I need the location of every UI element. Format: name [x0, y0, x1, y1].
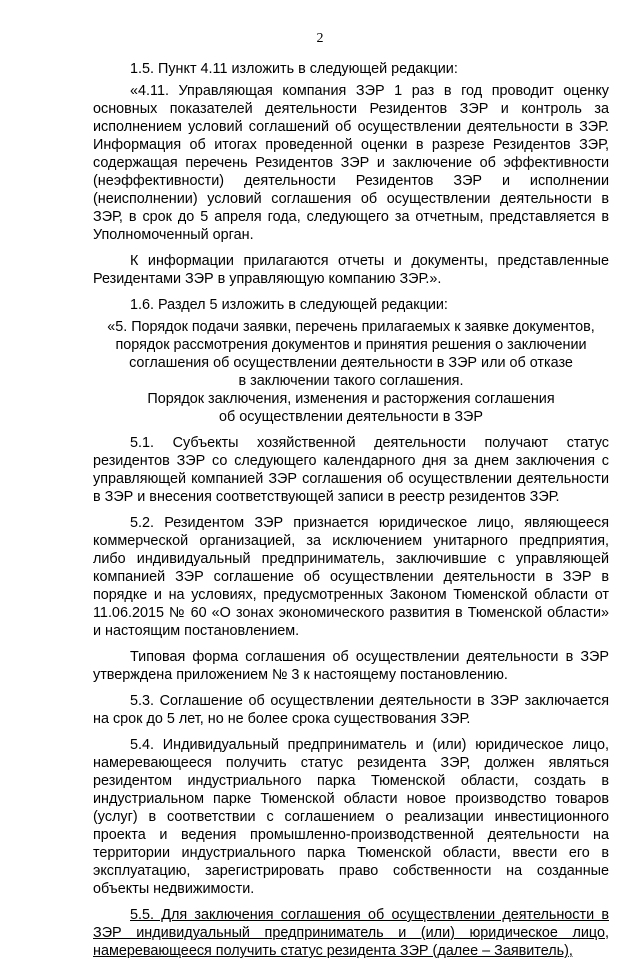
heading-line: «5. Порядок подачи заявки, перечень прилагаемых к заявке документов,	[107, 319, 595, 335]
paragraph-5-5: 5.5. Для заключения соглашения об осуществлении деятельности в ЗЭР индивидуальный предприниматель и (или) юридическое лицо, намеревающееся получить статус резидента ЗЭР (далее – Заявитель),	[93, 907, 609, 959]
section-5-heading	[93, 318, 609, 426]
heading-line: соглашения об осуществлении деятельности в ЗЭР или об отказе	[129, 355, 573, 371]
paragraph-4-11: «4.11. Управляющая компания ЗЭР 1 раз в год проводит оценку основных показателей деятельности Резидентов ЗЭР и контроль за исполнением условий соглашений об осуществлении деятельности в ЗЭР. Информация об итогах проведенной оценки в разрезе Резидентов ЗЭР, содержащая перечень Резидентов ЗЭР и заключение об эффективности (неэффективности) деятельности Резидентов ЗЭР и исполнении (неисполнении) условий соглашения об осуществлении деятельности в ЗЭР, в срок до 5 апреля года, следующего за отчетным, представляется в Уполномоченный орган.	[93, 83, 609, 243]
heading-line: в заключении такого соглашения.	[238, 373, 464, 389]
paragraph-5-3: 5.3. Соглашение об осуществлении деятельности в ЗЭР заключается на срок до 5 лет, но не более срока существования ЗЭР.	[93, 693, 609, 727]
paragraph-5-1: 5.1. Субъекты хозяйственной деятельности получают статус резидентов ЗЭР со следующего календарного дня за днем заключения с управляющей компанией ЗЭР соглашения об осуществлении деятельности в ЗЭР и внесения соответствующей записи в реестр резидентов ЗЭР.	[93, 435, 609, 505]
paragraph-5-2: 5.2. Резидентом ЗЭР признается юридическое лицо, являющееся коммерческой организацией, за исключением унитарного предприятия, либо индивидуальный предприниматель, заключившие с управляющей компанией ЗЭР соглашение об осуществлении деятельности в ЗЭР в порядке и на условиях, предусмотренных Законом Тюменской области от 11.06.2015 № 60 «О зонах экономического развития в Тюменской области» и настоящим постановлением.	[93, 515, 609, 639]
heading-line: порядок рассмотрения документов и принятия решения о заключении	[115, 337, 587, 353]
page-number: 2	[316, 31, 324, 46]
document-body	[93, 60, 609, 968]
heading-line: Порядок заключения, изменения и расторжения соглашения	[147, 391, 555, 407]
heading-line: об осуществлении деятельности в ЗЭР	[219, 409, 483, 425]
paragraph-1-5: 1.5. Пункт 4.11 изложить в следующей редакции:	[130, 61, 458, 77]
paragraph-attachments: К информации прилагаются отчеты и документы, представленные Резидентами ЗЭР в управляющую компанию ЗЭР.».	[93, 253, 609, 287]
paragraph-standard-form: Типовая форма соглашения об осуществлении деятельности в ЗЭР утверждена приложением № 3 к настоящему постановлению.	[93, 649, 609, 683]
paragraph-1-6: 1.6. Раздел 5 изложить в следующей редакции:	[130, 297, 448, 313]
paragraph-5-4: 5.4. Индивидуальный предприниматель и (или) юридическое лицо, намеревающееся получить статус резидента ЗЭР, должен являться резидентом индустриального парка Тюменской области, создать в индустриальном парке Тюменской области новое производство товаров (услуг) в соответствии с соглашением о реализации инвестиционного проекта и ведения промышленно-производственной деятельности на территории индустриального парка Тюменской области, ввести его в эксплуатацию, зарегистрировать право собственности на созданные объекты недвижимости.	[93, 737, 609, 897]
